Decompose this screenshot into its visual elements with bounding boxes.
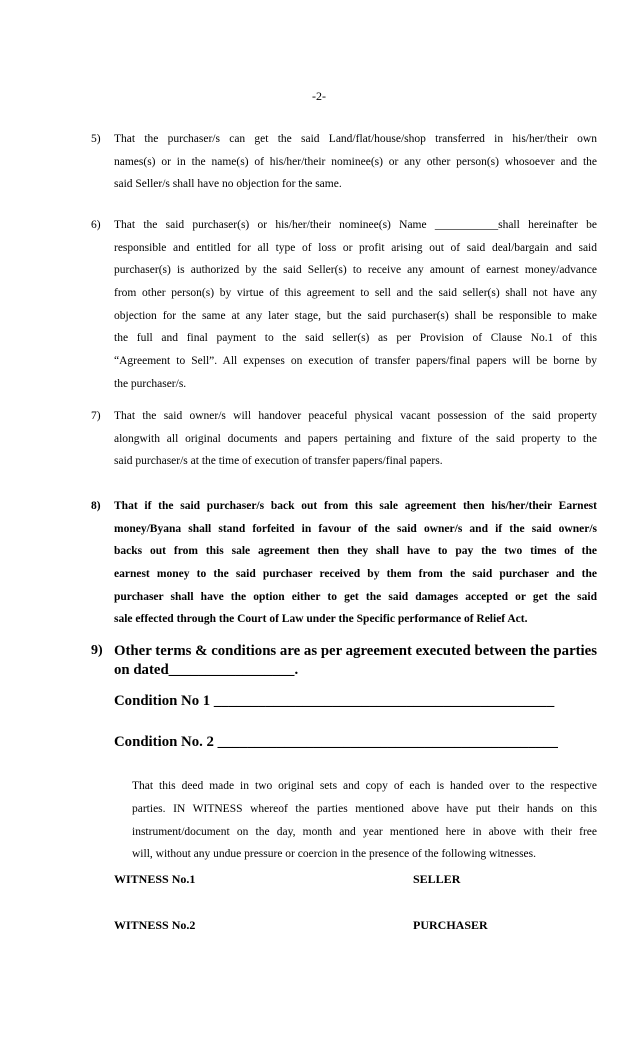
clause-line: backs out from this sale agreement then they shall have to pay the two times of the — [114, 545, 597, 558]
clause-line: said purchaser/s at the time of execution of transfer papers/final papers. — [114, 455, 443, 468]
clause-8 — [91, 495, 597, 631]
clause-line: from other person(s) by virtue of this agreement to sell and the said seller(s) shall not have any — [114, 287, 597, 300]
clause-line: the purchaser/s. — [114, 377, 187, 390]
clause-number: 7) — [91, 410, 101, 422]
clause-line: purchaser shall have the option either to get the said damages accepted or get the said — [114, 590, 597, 603]
clause-line: sale effected through the Court of Law under the Specific performance of Relief Act. — [114, 613, 528, 626]
clause-5 — [91, 128, 597, 196]
clause-9-line: on dated_________________. — [114, 662, 299, 678]
clause-line: names(s) or in the name(s) of his/her/their nominee(s) or any other person(s) whosoever and the — [114, 155, 597, 168]
clause-line: alongwith all original documents and papers pertaining and fixture of the said property to the — [114, 432, 597, 445]
deed-paragraph — [132, 775, 597, 866]
clause-7 — [91, 405, 597, 473]
witness-1-label: WITNESS No.1 — [114, 872, 196, 886]
clause-number: 9) — [91, 643, 103, 658]
clause-9-line: Other terms & conditions are as per agreement executed between the parties — [114, 643, 597, 659]
clause-line: said Seller/s shall have no objection for the same. — [114, 178, 342, 191]
page-number: -2- — [312, 89, 326, 103]
clause-line: “Agreement to Sell”. All expenses on execution of transfer papers/final papers will be borne by — [114, 355, 597, 368]
clause-line: objection for the same at any later stage, but the said purchaser(s) shall be responsible to make — [114, 309, 597, 322]
condition-1: Condition No 1 ______________________________________________ — [114, 693, 555, 709]
clause-line: responsible and entitled for all type of loss or profit arising out of said deal/bargain and said — [114, 241, 597, 254]
purchaser-label: PURCHASER — [413, 918, 488, 932]
clause-line: That the said owner/s will handover peaceful physical vacant possession of the said property — [114, 410, 597, 422]
clause-line: earnest money to the said purchaser received by them from the said purchaser and the — [114, 568, 597, 581]
clause-number: 8) — [91, 500, 101, 512]
clause-line: purchaser(s) is authorized by the said Seller(s) to receive any amount of earnest money/advance — [114, 264, 597, 277]
deed-line: will, without any undue pressure or coercion in the presence of the following witnesses. — [132, 848, 536, 861]
clause-6 — [91, 214, 597, 396]
clause-line: That the said purchaser(s) or his/her/their nominee(s) Name ___________shall hereinafter be — [114, 219, 597, 231]
clause-number: 5) — [91, 133, 101, 145]
witness-2-label: WITNESS No.2 — [114, 918, 196, 932]
condition-2: Condition No. 2 ______________________________________________ — [114, 734, 558, 750]
deed-line: That this deed made in two original sets and copy of each is handed over to the respective — [132, 780, 597, 792]
clause-number: 6) — [91, 219, 101, 231]
clause-line: money/Byana shall stand forfeited in favour of the said owner/s and if the said owner/s — [114, 522, 597, 535]
clause-line: the full and final payment to the said seller(s) as per Provision of Clause No.1 of this — [114, 332, 597, 345]
deed-line: instrument/document on the day, month and year mentioned here in above with their free — [132, 825, 597, 838]
deed-line: parties. IN WITNESS whereof the parties mentioned above have put their hands on this — [132, 802, 597, 815]
clause-line: That the purchaser/s can get the said Land/flat/house/shop transferred in his/her/their own — [114, 133, 597, 145]
seller-label: SELLER — [413, 872, 461, 886]
clause-line: That if the said purchaser/s back out from this sale agreement then his/her/their Earnest — [114, 500, 597, 512]
